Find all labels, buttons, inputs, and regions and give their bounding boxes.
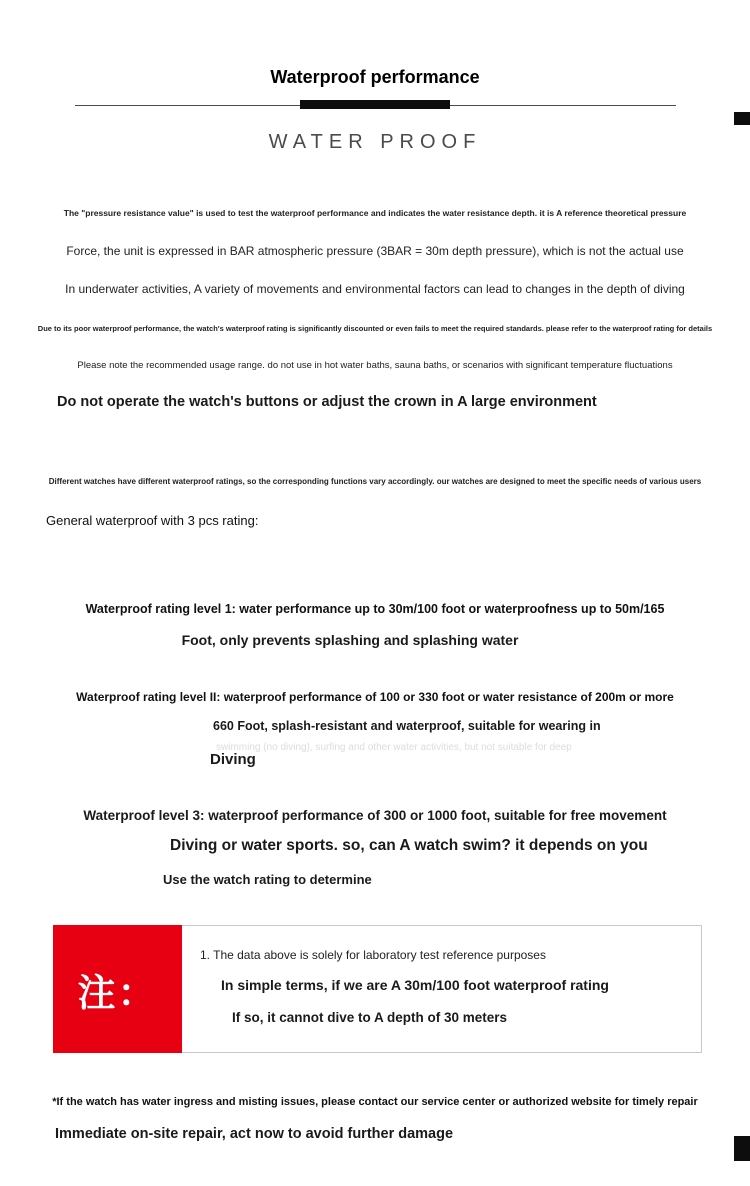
ratings-heading: General waterproof with 3 pcs rating: (46, 513, 259, 528)
intro-line-5: Please note the recommended usage range. do not use in hot water baths, sauna baths, or scenarios with significant temperature fluctuations (77, 360, 673, 371)
edge-mark-top (734, 112, 750, 125)
note-label: 注： (77, 972, 158, 1015)
intro-line-2: Force, the unit is expressed in BAR atmospheric pressure (3BAR = 30m depth pressure), which is not the actual use (66, 244, 684, 258)
footer-line-1: *If the watch has water ingress and misting issues, please contact our service center or authorized website for timely repair (52, 1096, 698, 1108)
rating-level3-line-2: Diving or water sports. so, can A watch swim? it depends on you (170, 837, 648, 854)
page-title: Waterproof performance (270, 67, 480, 87)
rating-level3-line-1: Waterproof level 3: waterproof performance of 300 or 1000 foot, suitable for free movement (83, 808, 667, 823)
ratings-note: Different watches have different waterproof ratings, so the corresponding functions vary accordingly. our watches are designed to meet the specific needs of various users (48, 477, 702, 486)
page-subtitle: WATER PROOF (268, 131, 482, 153)
rating-level2-line-1: Waterproof rating level II: waterproof performance of 100 or 330 foot or water resistance of 200m or more (76, 690, 674, 704)
note-line-1: 1. The data above is solely for laboratory test reference purposes (200, 948, 546, 962)
note-line-2: In simple terms, if we are A 30m/100 foot waterproof rating (221, 977, 609, 993)
rating-level2-line-3: Diving (210, 751, 256, 768)
note-red-block (53, 925, 182, 1053)
edge-mark-bottom (734, 1136, 750, 1161)
intro-line-1: The "pressure resistance value" is used to test the waterproof performance and indicates the water resistance depth. it is A reference theoretical pressure (63, 208, 687, 218)
note-box (53, 925, 702, 1053)
title-underline-bar (300, 100, 450, 109)
rating-level1-line-1: Waterproof rating level 1: water performance up to 30m/100 foot or waterproofness up to 50m/165 (85, 602, 665, 616)
rating-level2-faint-text: swimming (no diving), surfing and other water activities, but not suitable for deep (216, 742, 572, 753)
intro-warning: Do not operate the watch's buttons or adjust the crown in A large environment (57, 394, 597, 410)
rating-level3-line-3: Use the watch rating to determine (163, 872, 372, 887)
intro-line-4: Due to its poor waterproof performance, the watch's waterproof rating is significantly discounted or even fails to meet the required standards. please refer to the waterproof rating for details (37, 324, 713, 333)
intro-line-3: In underwater activities, A variety of movements and environmental factors can lead to changes in the depth of diving (65, 282, 685, 296)
footer-line-2: Immediate on-site repair, act now to avoid further damage (55, 1126, 454, 1142)
rating-level2-line-2: 660 Foot, splash-resistant and waterproof, suitable for wearing in (213, 719, 601, 733)
note-line-3: If so, it cannot dive to A depth of 30 meters (232, 1010, 508, 1025)
rating-level1-line-2: Foot, only prevents splashing and splashing water (181, 632, 519, 648)
